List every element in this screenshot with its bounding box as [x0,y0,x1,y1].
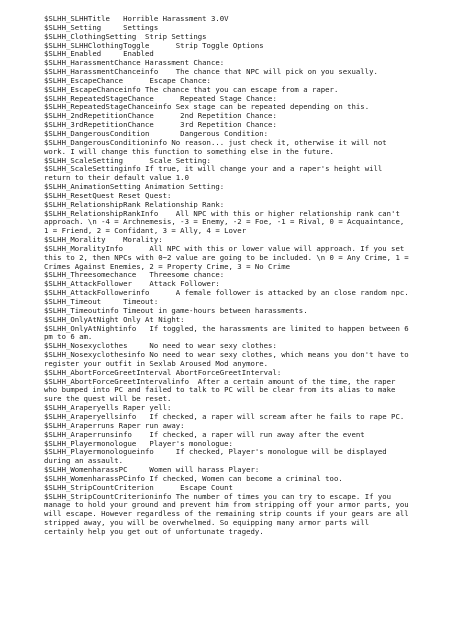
text-line: $SLHH_Nosexyclothesinfo No need to wear sexy clothes, which means you don't have to [44,350,409,360]
text-line: $SLHH_AttackFollower Attack Follower: [44,279,220,289]
text-line: 1 = Friend, 2 = Confidant, 3 = Ally, 4 = Lover [44,226,247,236]
text-line: $SLHH_AnimationSetting Animation Setting: [44,182,225,192]
text-line: manage to hold your ground and prevent him from stripping off your armor parts, you [44,500,409,510]
text-line: $SLHH_AttackFollowerinfo A female follower is attacked by an close random npc. [44,288,409,298]
text-line: $SLHH_ScaleSetting Scale Setting: [44,155,211,165]
text-line: Crimes Against Enemies, 2 = Property Crime, 3 = No Crime [44,261,291,271]
text-line: $SLHH_Araperyells Raper yell: [44,403,172,413]
text-line: $SLHH_StripCountCriterion Escape Count [44,482,233,492]
text-line: $SLHH_Morality Morality: [44,235,163,245]
text-line: pm to 6 am. [44,332,93,342]
text-line: $SLHH_MoralityInfo All NPC with this or lower value will approach. If you set [44,243,405,253]
text-line: $SLHH_Setting Settings [44,22,159,32]
text-line: $SLHH_RelationshipRankInfo All NPC with this or higher relationship rank can't [44,208,400,218]
text-line: $SLHH_2ndRepetitionChance 2nd Repetition Chance: [44,111,277,121]
text-line: $SLHH_ResetQuest Reset Quest: [44,190,172,200]
document-text [44,15,464,537]
text-line: $SLHH_WomenharassPC Women will harass Player: [44,465,260,475]
text-line: $SLHH_Playermonologue Player's monologue: [44,438,233,448]
text-line: $SLHH_EscapeChanceinfo The chance that you can escape from a raper. [44,84,339,94]
text-line: certainly help you get out of unfortunate tragedy. [44,526,264,536]
text-line: $SLHH_Threesomechance Threesome chance: [44,270,225,280]
text-line: $SLHH_Araperrunsinfo If checked, a raper will run away after the event [44,429,365,439]
text-line: this to 2, then NPCs with 0~2 value are going to be included. \n 0 = Any Crime, 1 = [44,252,409,262]
text-line: $SLHH_RelationshipRank Relationship Rank: [44,199,225,209]
text-line: work. I will change this function to something else in the future. [44,146,334,156]
text-line: will escape. However regardless of the remaining strip counts if your gears are all [44,509,409,519]
text-line: $SLHH_WomenharassPCinfo If checked, Women can become a criminal too. [44,473,343,483]
text-line: $SLHH_3rdRepetitionChance 3rd Repetition Chance: [44,120,277,130]
text-line: $SLHH_SLHHClothingToggle Strip Toggle Options [44,40,264,50]
text-line: return to their default value 1.0 [44,173,189,183]
text-line: $SLHH_RepeatedStageChance Repeated Stage Chance: [44,93,277,103]
text-line: $SLHH_RepeatedStageChanceinfo Sex stage can be repeated depending on this. [44,102,370,112]
text-line: register your outfit in Sexlab Aroused Mod anymore. [44,358,269,368]
text-line: $SLHH_AbortForceGreetIntervalinfo After a certain amount of the time, the raper [44,376,396,386]
text-line: $SLHH_Timeout Timeout: [44,297,159,306]
text-line: $SLHH_Playermonologueinfo If checked, Player's monologue will be displayed [44,447,387,457]
text-line: $SLHH_StripCountCriterioninfo The number of times you can try to escape. If you [44,491,392,501]
text-line: $SLHH_OnlyAtNightinfo If toggled, the harassments are limited to happen between 6 [44,323,409,333]
text-line: $SLHH_DangerousCondition Dangerous Condition: [44,128,269,138]
text-line: $SLHH_SLHHTitle Horrible Harassment 3.0V [44,14,229,23]
text-line: $SLHH_OnlyAtNight Only At Night: [44,314,185,324]
text-line: $SLHH_HarassmentChance Harassment Chance: [44,58,225,68]
text-line: $SLHH_Nosexyclothes No need to wear sexy clothes: [44,341,277,351]
text-line: approach. \n -4 = Archnemesis, -3 = Enemy, -2 = Foe, -1 = Rival, 0 = Acquaintance, [44,217,405,227]
text-line: $SLHH_HarassmentChanceinfo The chance that NPC will pick on you sexually. [44,67,378,77]
text-line: $SLHH_ScaleSettinginfo If true, it will change your and a raper's height will [44,164,383,174]
text-line: $SLHH_AbortForceGreetInterval AbortForceGreetInterval: [44,367,282,377]
text-line: $SLHH_EscapeChance Escape Chance: [44,75,211,85]
text-line: $SLHH_DangerousConditioninfo No reason... just check it, otherwise it will not [44,137,387,147]
text-line: $SLHH_Enabled Enabled [44,49,154,59]
text-line: sure the quest will be reset. [44,394,172,404]
text-line: $SLHH_Araperruns Raper run away: [44,420,185,430]
text-line: $SLHH_ClothingSetting Strip Settings [44,31,207,41]
text-line: stripped away, you will be overwhelmed. So equipping many armor parts will [44,518,370,528]
text-line: $SLHH_Timeoutinfo Timeout in game-hours between harassments. [44,305,308,315]
text-line: during an assault. [44,456,124,466]
text-line: who bumped into PC and failed to talk to PC will be clear from its alias to make [44,385,396,395]
text-line: $SLHH_Araperyellsinfo If checked, a raper will scream after he fails to rape PC. [44,411,405,421]
